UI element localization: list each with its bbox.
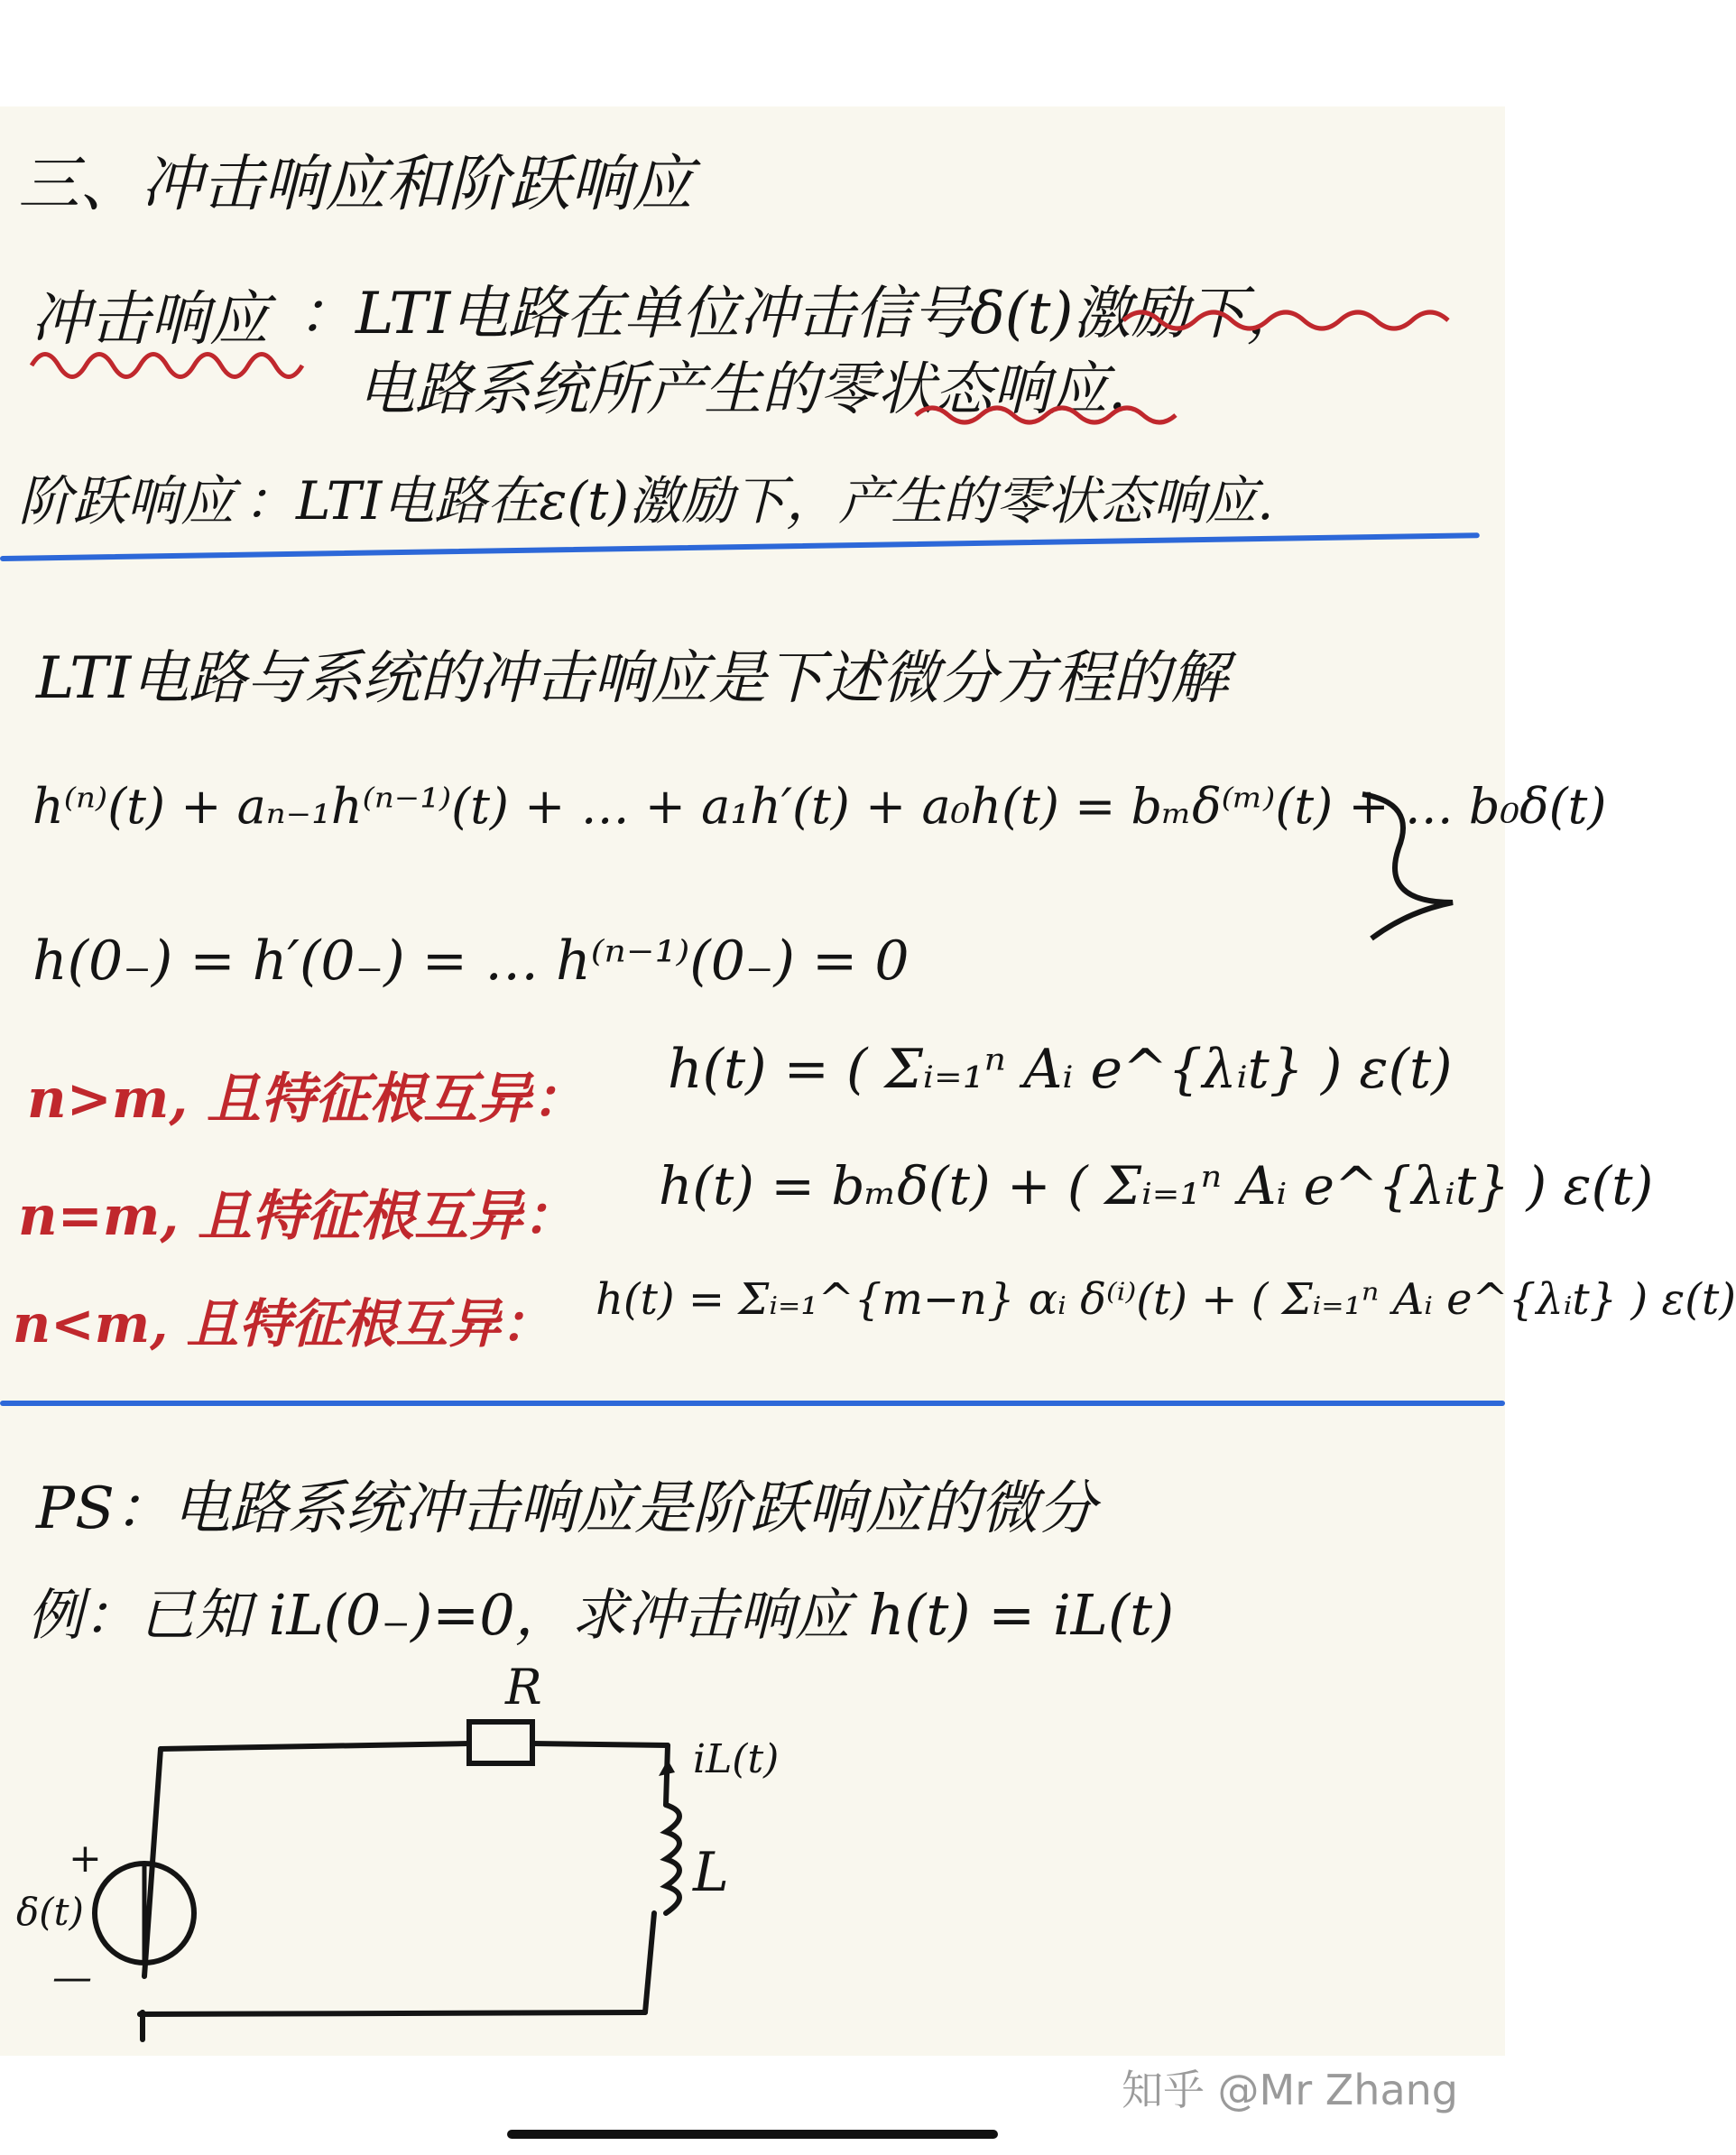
home-indicator[interactable] xyxy=(507,2130,998,2139)
case3-condition: n<m, 且特征根互异： xyxy=(13,1293,553,1355)
current-label: iL(t) xyxy=(693,1736,780,1782)
page-title: 三、冲击响应和阶跃响应 xyxy=(18,149,694,220)
impulse-def-line2: 电路系统所产生的零状态响应. xyxy=(357,356,1127,423)
example-statement: 例：已知 iL(0₋)=0，求冲击响应 h(t) = iL(t) xyxy=(27,1582,1175,1648)
red-wavy-underline-3 xyxy=(911,397,1182,433)
impulse-def-line1: ：LTI电路在单位冲击信号δ(t)激励下， xyxy=(298,281,1305,347)
resistor-label: R xyxy=(505,1659,542,1716)
brace-mark xyxy=(1344,776,1453,939)
step-term: 阶跃响应 xyxy=(18,470,235,533)
step-def: ：LTI电路在ε(t)激励下，产生的零状态响应. xyxy=(244,470,1274,532)
source-plus: + xyxy=(69,1836,102,1882)
watermark: 知乎 @Mr Zhang xyxy=(1121,2066,1458,2114)
red-wavy-underline xyxy=(27,334,316,379)
divider-2 xyxy=(0,1401,1505,1406)
case2-equation: h(t) = bₘδ(t) + ( Σᵢ₌₁ⁿ Aᵢ e^{λᵢt} ) ε(t) xyxy=(659,1155,1654,1216)
impulse-term: 冲击响应 xyxy=(31,284,269,354)
initial-conditions: h(0₋) = h′(0₋) = … h⁽ⁿ⁻¹⁾(0₋) = 0 xyxy=(32,930,910,993)
inductor-label: L xyxy=(693,1841,729,1904)
ode-intro: LTI电路与系统的冲击响应是下述微分方程的解 xyxy=(36,645,1229,712)
ps-note: PS：电路系统冲击响应是阶跃响应的微分 xyxy=(36,1475,1096,1542)
case2-condition: n=m, 且特征根互异： xyxy=(18,1185,577,1248)
resistor xyxy=(469,1722,532,1763)
red-wavy-underline-2 xyxy=(1119,298,1480,334)
source-minus: — xyxy=(52,1955,92,2001)
case1-condition: n>m, 且特征根互异： xyxy=(27,1068,586,1131)
case1-equation: h(t) = ( Σᵢ₌₁ⁿ Aᵢ e^{λᵢt} ) ε(t) xyxy=(668,1038,1453,1101)
rl-circuit xyxy=(0,1642,902,2039)
case3-equation: h(t) = Σᵢ₌₁^{m−n} αᵢ δ⁽ⁱ⁾(t) + ( Σᵢ₌₁ⁿ Aᵢ e^{λᵢt} ) ε(t) xyxy=(596,1274,1736,1325)
ode-equation: h⁽ⁿ⁾(t) + aₙ₋₁h⁽ⁿ⁻¹⁾(t) + … + a₁h′(t) + a₀h(t) = bₘδ⁽ᵐ⁾(t) + … b₀δ(t) xyxy=(32,778,1607,835)
source-label: δ(t) xyxy=(16,1890,84,1934)
